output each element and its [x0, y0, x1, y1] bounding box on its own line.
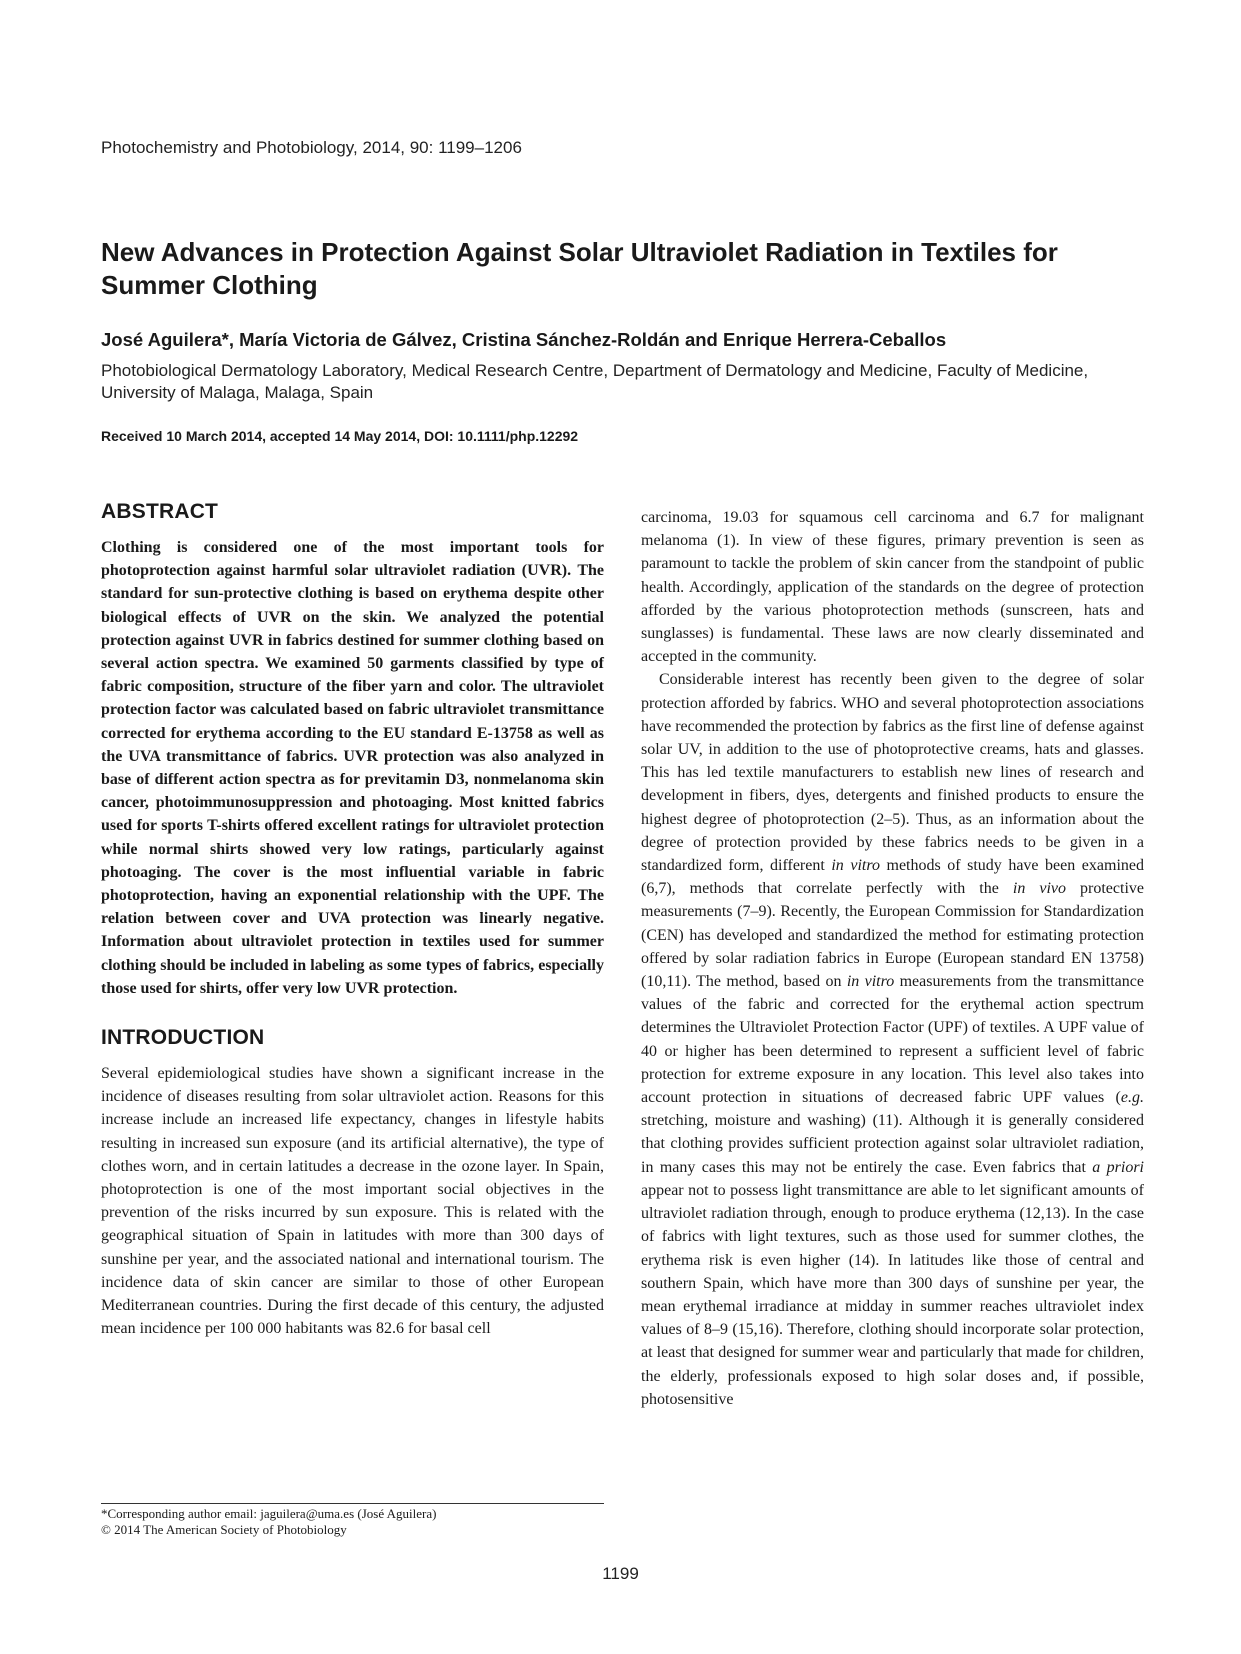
introduction-paragraph-1-continued: carcinoma, 19.03 for squamous cell carcinoma and 6.7 for malignant melanoma (1). In view of these figures, primary prevention is seen as paramount to tackle the problem of skin cancer from the standpoint of public health. Accordingly, application of the standards on the degree of protection afforded by the various photoprotection methods (sunscreen, hats and sunglasses) is fundamental. These laws are now clearly disseminated and accepted in the community.: [641, 509, 1144, 666]
italic-term: in vitro: [846, 973, 895, 991]
footnote-divider: [101, 1503, 604, 1504]
footnotes: [101, 1506, 604, 1538]
text-run: appear not to possess light transmittance are able to let significant amounts of ultraviolet radiation through, enough to produce erythema (12,13). In the case of fabrics with light textures, such as those used for summer clothes, the erythema risk is even higher (14). In latitudes like those of central and southern Spain, which have more than 300 days of sunshine per year, the mean erythemal irradiance at midday in summer reaches ultraviolet index values of 8–9 (15,16). Therefore, clothing should incorporate solar protection, at least that designed for summer wear and particularly that made for children, the elderly, professionals exposed to high solar doses and, if possible, photosensitive: [641, 1181, 1144, 1408]
introduction-heading: INTRODUCTION: [101, 1026, 265, 1050]
article-title: New Advances in Protection Against Solar Ultraviolet Radiation in Textiles for Summer Clothing: [101, 237, 1058, 300]
italic-term: a priori: [1092, 1158, 1145, 1176]
received-doi-line: Received 10 March 2014, accepted 14 May 2014, DOI: 10.1111/php.12292: [101, 428, 579, 444]
italic-term: in vivo: [1012, 880, 1066, 898]
left-column: [101, 500, 604, 1341]
abstract-heading: ABSTRACT: [101, 500, 219, 523]
author-list: José Aguilera*, María Victoria de Gálvez, Cristina Sánchez-Roldán and Enrique Herrera-Ceballos: [101, 329, 947, 350]
page-number: 1199: [602, 1564, 639, 1583]
copyright-note: © 2014 The American Society of Photobiology: [101, 1522, 347, 1537]
italic-term: in vitro: [831, 857, 880, 875]
text-run: Considerable interest has recently been given to the degree of solar protection afforded by fabrics. WHO and several photoprotection associations have recommended the protection by fabrics as the first line of defense against solar UV, in addition to the use of photoprotective creams, hats and glasses. This has led textile manufacturers to establish new lines of research and development in fibers, dyes, detergents and finished products to ensure the highest degree of photoprotection (2–5). Thus, as an information about the degree of protection provided by these fabrics needs to be given in a standardized form, different: [641, 671, 1144, 875]
introduction-paragraph-2: [641, 668, 1144, 1411]
italic-term: e.g.: [1120, 1089, 1144, 1107]
right-column: [641, 506, 1144, 1411]
affiliation: Photobiological Dermatology Laboratory, Medical Research Centre, Department of Dermatology and Medicine, Faculty of Medicine, University of Malaga, Malaga, Spain: [101, 361, 1089, 402]
journal-citation: Photochemistry and Photobiology, 2014, 90: 1199–1206: [101, 138, 522, 157]
text-run: measurements from the transmittance values of the fabric and corrected for the erythemal action spectrum determines the Ultraviolet Protection Factor (UPF) of textiles. A UPF value of 40 or higher has been determined to represent a sufficient level of fabric protection for extreme exposure in any location. This level also takes into account protection in situations of decreased fabric UPF values (: [641, 973, 1144, 1107]
text-run: stretching, moisture and washing) (11). Although it is generally considered that clothing provides sufficient protection against solar ultraviolet radiation, in many cases this may not be entirely the case. Even fabrics that: [641, 1112, 1144, 1176]
introduction-paragraph-1: Several epidemiological studies have shown a significant increase in the incidence of diseases resulting from solar ultraviolet action. Reasons for this increase include an increased life expectancy, changes in lifestyle habits resulting in increased sun exposure (and its artificial alternative), the type of clothes worn, and in certain latitudes a decrease in the ozone layer. In Spain, photoprotection is one of the most important social objectives in the prevention of the risks incurred by sun exposure. This is related with the geographical situation of Spain in latitudes with more than 300 days of sunshine per year, and the associated national and international tourism. The incidence data of skin cancer are similar to those of other European Mediterranean countries. During the first decade of this century, the adjusted mean incidence per 100 000 habitants was 82.6 for basal cell: [101, 1065, 604, 1338]
abstract-text: Clothing is considered one of the most important tools for photoprotection against harmful solar ultraviolet radiation (UVR). The standard for sun-protective clothing is based on erythema despite other biological effects of UVR on the skin. We analyzed the potential protection against UVR in fabrics destined for summer clothing based on several action spectra. We examined 50 garments classified by type of fabric composition, structure of the fiber yarn and color. The ultraviolet protection factor was calculated based on fabric ultraviolet transmittance corrected for erythema according to the EU standard E-13758 as well as the UVA transmittance of fabrics. UVR protection was also analyzed in base of different action spectra as for previtamin D3, nonmelanoma skin cancer, photoimmunosuppression and photoaging. Most knitted fabrics used for sports T-shirts offered excellent ratings for ultraviolet protection while normal shirts showed very low ratings, particularly against photoaging. The cover is the most influential variable in fabric photoprotection, having an exponential relationship with the UPF. The relation between cover and UVA protection was linearly negative. Information about ultraviolet protection in textiles used for summer clothing should be included in labeling as some types of fabrics, especially those used for shirts, offer very low UVR protection.: [101, 539, 604, 997]
text-run: methods of study have been examined (6,7), methods that correlate perfectly with the: [641, 857, 1144, 898]
text-run: protective measurements (7–9). Recently, the European Commission for Standardization (CEN) has developed and standardized the method for estimating protection offered by solar radiation fabrics in Europe (European standard EN 13758) (10,11). The method, based on: [641, 880, 1144, 991]
corresponding-author-note: *Corresponding author email: jaguilera@uma.es (José Aguilera): [101, 1506, 437, 1521]
